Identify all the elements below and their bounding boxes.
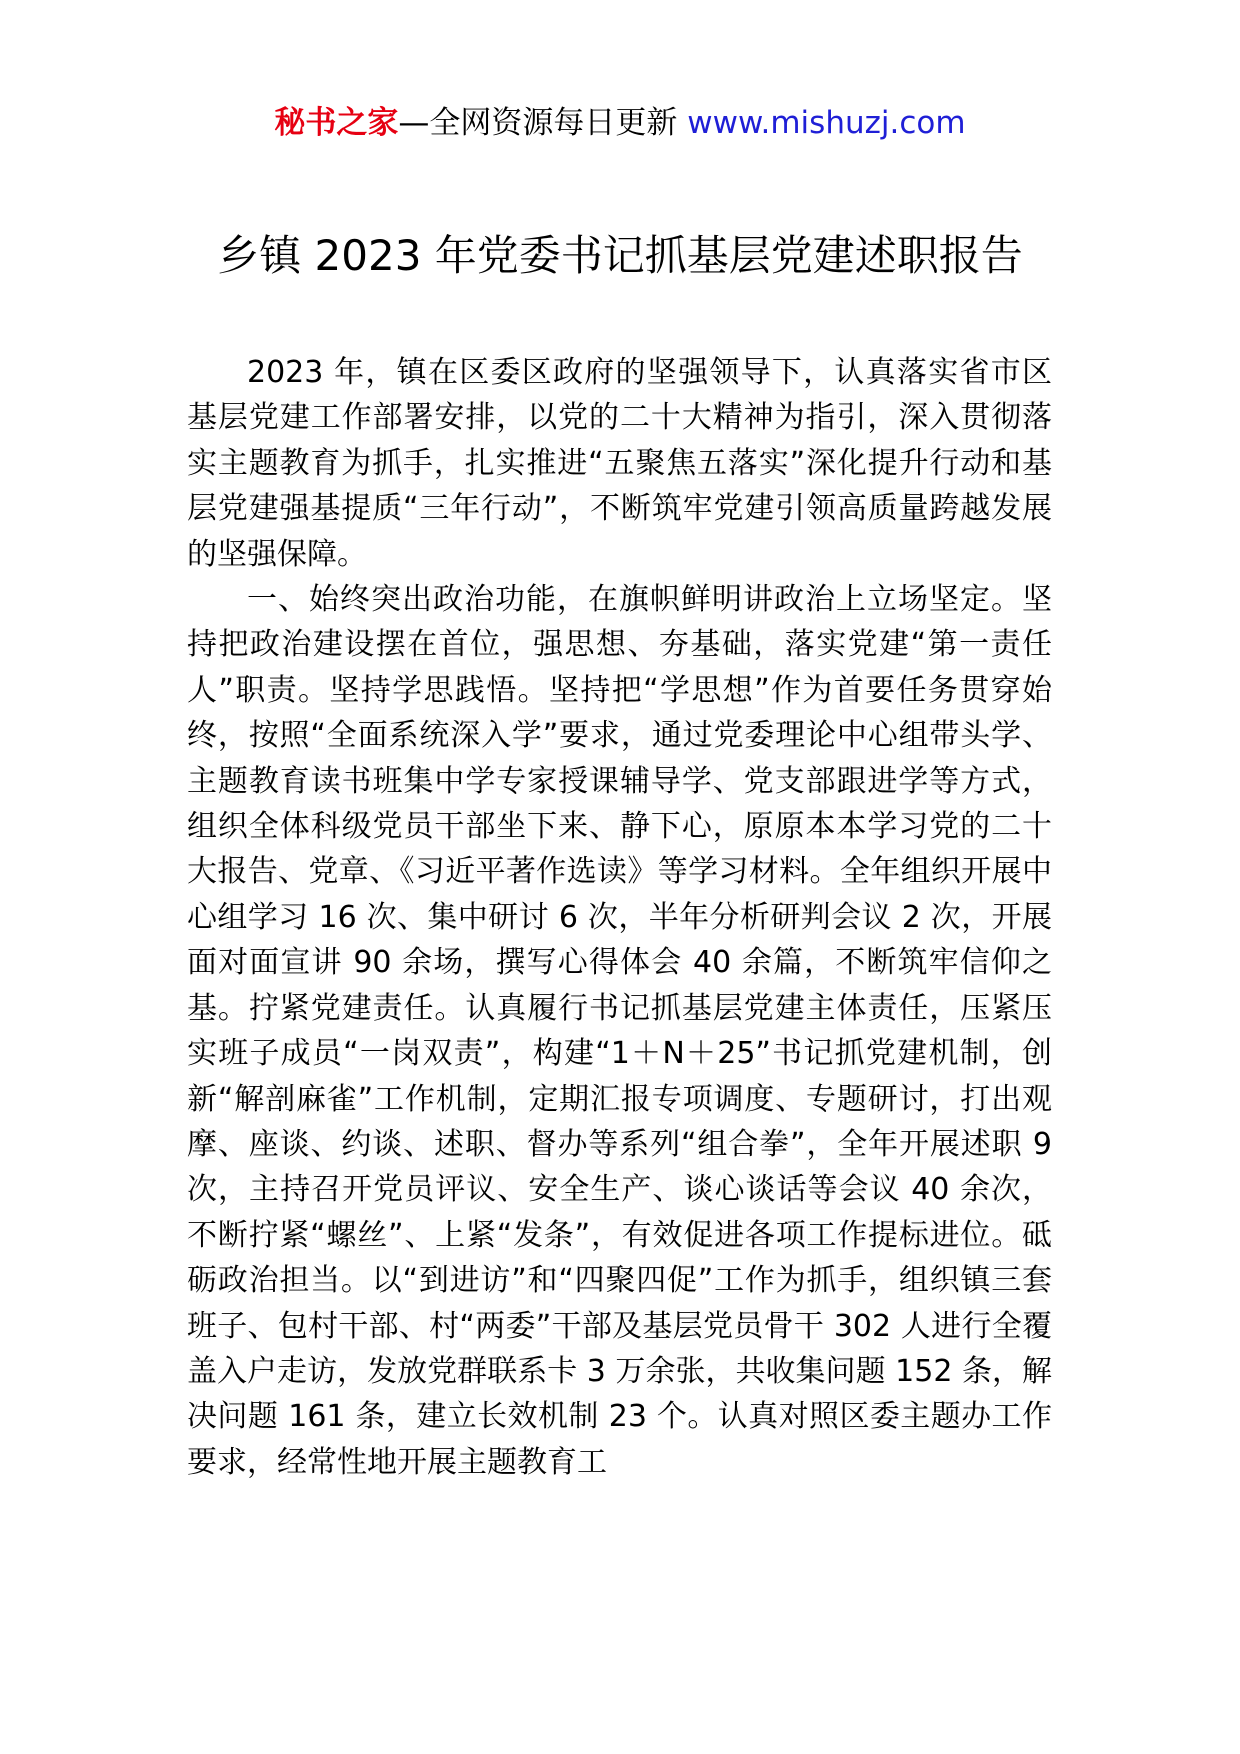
site-header bbox=[0, 100, 1240, 146]
document-body bbox=[187, 350, 1052, 1485]
site-tagline: —全网资源每日更新 bbox=[398, 105, 688, 141]
document-title: 乡镇 2023 年党委书记抓基层党建述职报告 bbox=[217, 231, 1023, 280]
site-brand: 秘书之家 bbox=[274, 105, 399, 141]
paragraph-section-one: 一、始终突出政治功能，在旗帜鲜明讲政治上立场坚定。坚持把政治建设摆在首位，强思想、夯基础，落实党建“第一责任人”职责。坚持学思践悟。坚持把“学思想”作为首要任务贯穿始终，按照“全面系统深入学”要求，通过党委理论中心组带头学、主题教育读书班集中学专家授课辅导学、党支部跟进学等方式，组织全体科级党员干部坐下来、静下心，原原本本学习党的二十大报告、党章、《习近平著作选读》等学习材料。全年组织开展中心组学习 16 次、集中研讨 6 次，半年分析研判会议 2 次，开展面对面宣讲 90 余场，撰写心得体会 40 余篇，不断筑牢信仰之基。拧紧党建责任。认真履行书记抓基层党建主体责任，压紧压实班子成员“一岗双责”，构建“1＋N＋25”书记抓党建机制，创新“解剖麻雀”工作机制，定期汇报专项调度、专题研讨，打出观摩、座谈、约谈、述职、督办等系列“组合拳”，全年开展述职 9 次，主持召开党员评议、安全生产、谈心谈话等会议 40 余次，不断拧紧“螺丝”、上紧“发条”，有效促进各项工作提标进位。砥砺政治担当。以“到进访”和“四聚四促”工作为抓手，组织镇三套班子、包村干部、村“两委”干部及基层党员骨干 302 人进行全覆盖入户走访，发放党群联系卡 3 万余张，共收集问题 152 条，解决问题 161 条，建立长效机制 23 个。认真对照区委主题办工作要求，经常性地开展主题教育工 bbox=[187, 582, 1052, 1480]
paragraph-intro: 2023 年，镇在区委区政府的坚强领导下，认真落实省市区基层党建工作部署安排，以党的二十大精神为指引，深入贯彻落实主题教育为抓手，扎实推进“五聚焦五落实”深化提升行动和基层党建强基提质“三年行动”，不断筑牢党建引领高质量跨越发展的坚强保障。 bbox=[187, 355, 1052, 572]
site-url-link[interactable]: www.mishuzj.com bbox=[687, 105, 966, 141]
